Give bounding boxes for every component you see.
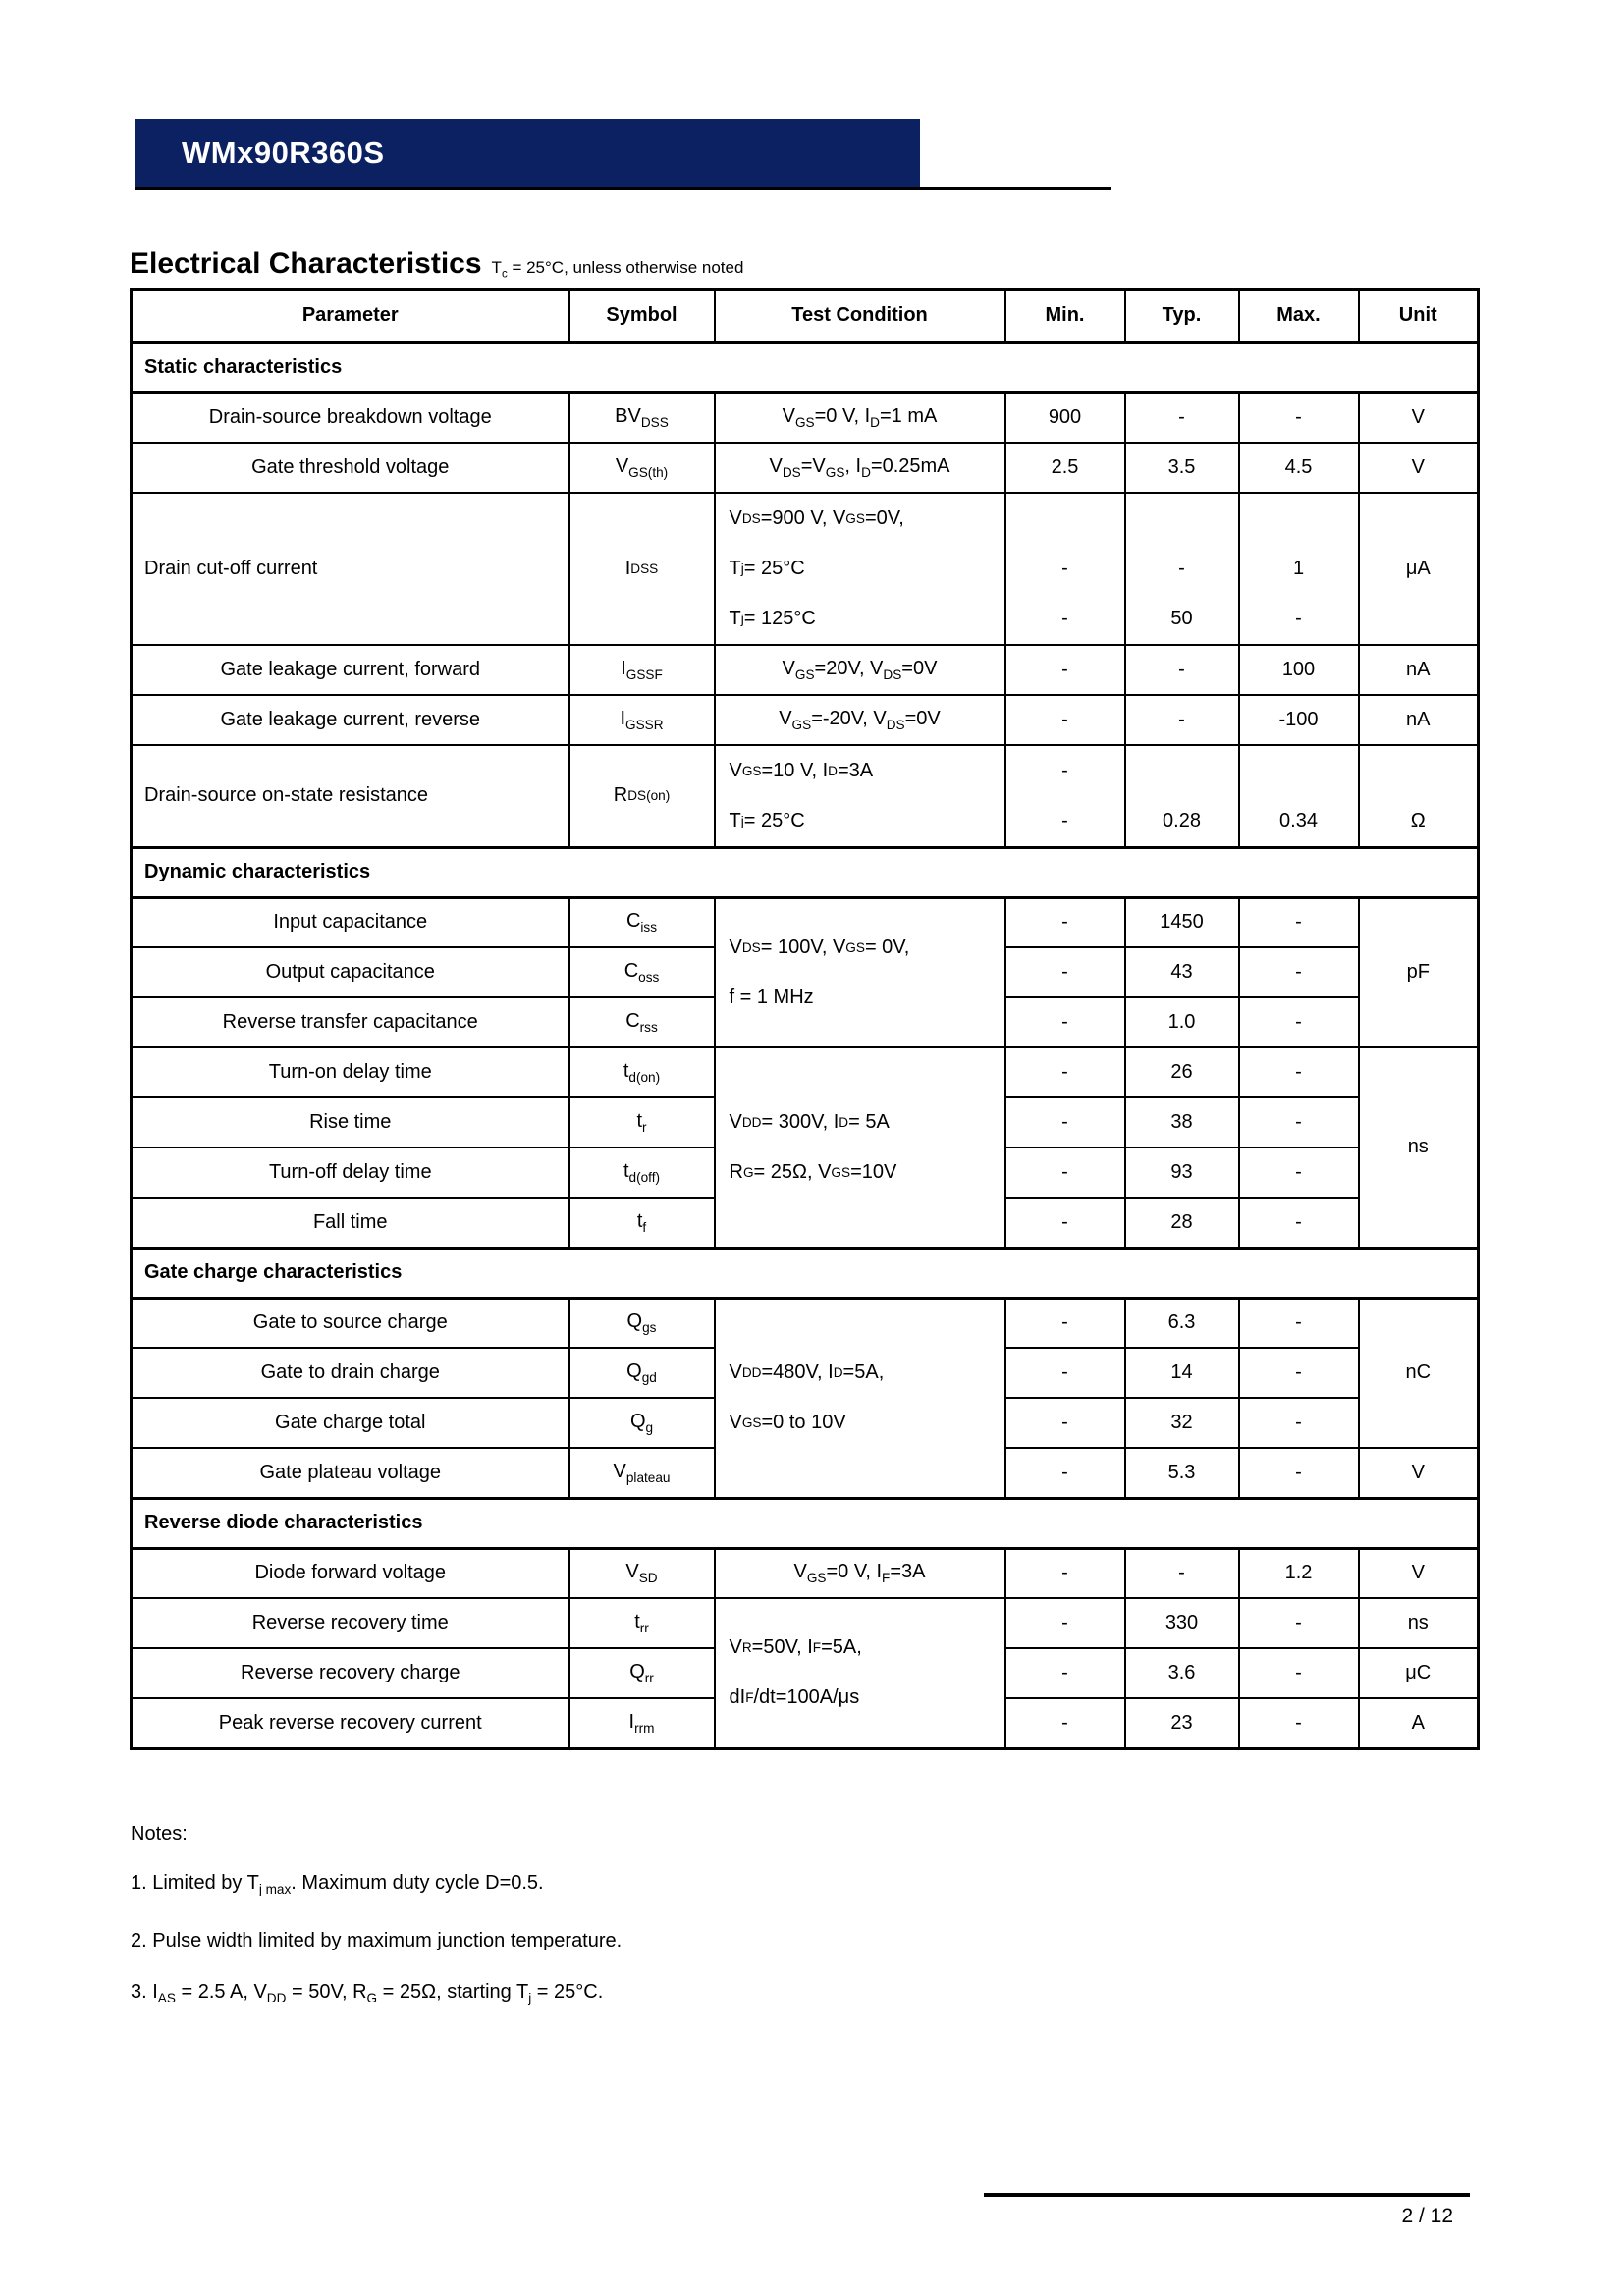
max-cell [1239, 493, 1359, 645]
typ-cell: 3.6 [1125, 1648, 1239, 1698]
typ-cell: 1.0 [1125, 997, 1239, 1047]
symbol-cell: $V_{plateau}$ [569, 1448, 715, 1498]
param-cell: Turn-on delay time [132, 1047, 569, 1097]
condition-cell-gate-charge [715, 1298, 1005, 1498]
symbol-cell: $BV_{DSS}$ [569, 393, 715, 443]
condition-cell [715, 745, 1005, 848]
max-value: 0.34 [1279, 809, 1318, 831]
product-banner [135, 119, 920, 187]
max-cell: - [1239, 897, 1359, 947]
typ-cell [1125, 493, 1239, 645]
symbol-cell: $t_{d(off)}$ [569, 1148, 715, 1198]
notes-block [131, 1822, 622, 2038]
typ-cell: - [1125, 645, 1239, 695]
electrical-characteristics-table [130, 288, 1480, 1750]
param-cell: Gate leakage current, forward [132, 645, 569, 695]
page-title: Electrical Characteristics [130, 247, 482, 280]
condition-line: R G = 25Ω, V GS =10V [729, 1160, 897, 1183]
typ-value: 0.28 [1163, 809, 1201, 831]
unit-cell [1359, 493, 1479, 645]
section-row-gate-charge [132, 1248, 1479, 1298]
max-cell: 100 [1239, 645, 1359, 695]
table-row [132, 897, 1479, 947]
typ-cell: 28 [1125, 1198, 1239, 1248]
max-cell: - [1239, 947, 1359, 997]
max-cell: - [1239, 1148, 1359, 1198]
footer-rule [984, 2193, 1470, 2197]
condition-cell-switching [715, 1047, 1005, 1248]
param-cell: Gate charge total [132, 1398, 569, 1448]
col-header-min: Min. [1005, 290, 1125, 343]
empty-line [1360, 746, 1478, 796]
max-cell: - [1239, 1097, 1359, 1148]
max-cell: -100 [1239, 695, 1359, 745]
unit-cell: V [1359, 1448, 1479, 1498]
min-cell: - [1005, 1598, 1125, 1648]
param-cell: Gate to drain charge [132, 1348, 569, 1398]
notes-title: Notes: [131, 1823, 188, 1844]
col-header-parameter: Parameter [132, 290, 569, 343]
condition-line: V DD =480V, I D =5A, [729, 1362, 885, 1383]
symbol-cell: $C_{rss}$ [569, 997, 715, 1047]
symbol-cell: $Q_{rr}$ [569, 1648, 715, 1698]
table-row [132, 1298, 1479, 1348]
max-cell: 1.2 [1239, 1548, 1359, 1598]
unit-cell-gate-charge: nC [1359, 1298, 1479, 1448]
col-header-test-condition: Test Condition [715, 290, 1005, 343]
symbol-label: R DS(on) [613, 784, 671, 806]
section-label: Gate charge characteristics [132, 1248, 1479, 1298]
typ-cell: 23 [1125, 1698, 1239, 1748]
unit-cell: ns [1359, 1598, 1479, 1648]
page-number: 2 / 12 [1401, 2205, 1453, 2227]
symbol-cell: $C_{oss}$ [569, 947, 715, 997]
min-cell: - [1005, 947, 1125, 997]
typ-cell: - [1125, 1548, 1239, 1598]
table-row [132, 695, 1479, 745]
min-cell: - [1005, 1398, 1125, 1448]
symbol-cell: $V_{SD}$ [569, 1548, 715, 1598]
symbol-cell: $t_{d(on)}$ [569, 1047, 715, 1097]
product-name: WMx90R360S [182, 134, 385, 170]
condition-cell: $V_{GS}=0$ V, $I_D=1$ mA [715, 393, 1005, 443]
symbol-label: I DSS [624, 557, 659, 579]
max-cell: - [1239, 1648, 1359, 1698]
typ-cell: 14 [1125, 1348, 1239, 1398]
min-cell: - [1005, 1047, 1125, 1097]
table-row [132, 1548, 1479, 1598]
typ-cell: 3.5 [1125, 443, 1239, 493]
param-cell: Gate leakage current, reverse [132, 695, 569, 745]
empty-line [1006, 494, 1124, 544]
param-cell: Output capacitance [132, 947, 569, 997]
section-row-reverse-diode [132, 1498, 1479, 1548]
typ-cell: - [1125, 393, 1239, 443]
min-cell: - [1005, 997, 1125, 1047]
section-row-dynamic [132, 847, 1479, 897]
symbol-cell [569, 745, 715, 848]
condition-line: V DS =900 V, V GS =0V, [729, 507, 904, 529]
unit-cell-capacitance: pF [1359, 897, 1479, 1047]
condition-line: T j = 25°C [729, 809, 805, 831]
typ-cell: 330 [1125, 1598, 1239, 1648]
symbol-cell: $I_{rrm}$ [569, 1698, 715, 1748]
max-cell: 4.5 [1239, 443, 1359, 493]
symbol-cell: $C_{iss}$ [569, 897, 715, 947]
max-cell [1239, 745, 1359, 848]
param-cell: Turn-off delay time [132, 1148, 569, 1198]
condition-line: V DD = 300V, I D = 5A [729, 1110, 890, 1133]
section-row-static [132, 343, 1479, 393]
banner-underline [135, 187, 1111, 190]
max-cell: - [1239, 1598, 1359, 1648]
col-header-symbol: Symbol [569, 290, 715, 343]
condition-line: T j = 25°C [729, 557, 805, 579]
min-cell: - [1005, 1097, 1125, 1148]
note-item: 1. Limited by $T_{j max}$. Maximum duty cycle D=0.5. [131, 1872, 544, 1896]
unit-cell: nA [1359, 695, 1479, 745]
typ-cell: 93 [1125, 1148, 1239, 1198]
empty-line [1240, 746, 1358, 796]
min-cell: - [1005, 1648, 1125, 1698]
max-cell: - [1239, 1398, 1359, 1448]
max-cell: - [1239, 1348, 1359, 1398]
typ-cell: 43 [1125, 947, 1239, 997]
unit-cell: μC [1359, 1648, 1479, 1698]
min-cell: 2.5 [1005, 443, 1125, 493]
condition-cell: $V_{GS}=-20V$, $V_{DS}=0V$ [715, 695, 1005, 745]
max-cell: - [1239, 1448, 1359, 1498]
unit-label: μA [1405, 557, 1431, 579]
min-cell: - [1005, 1298, 1125, 1348]
col-header-typ: Typ. [1125, 290, 1239, 343]
table-row [132, 393, 1479, 443]
unit-cell-switching: ns [1359, 1047, 1479, 1248]
max-cell: - [1239, 1047, 1359, 1097]
max-cell: - [1239, 1198, 1359, 1248]
min-cell [1005, 745, 1125, 848]
symbol-cell: $Q_{gd}$ [569, 1348, 715, 1398]
min-cell: - [1005, 1148, 1125, 1198]
symbol-cell: $t_{rr}$ [569, 1598, 715, 1648]
section-label: Reverse diode characteristics [132, 1498, 1479, 1548]
symbol-cell: $t_r$ [569, 1097, 715, 1148]
section-label: Dynamic characteristics [132, 847, 1479, 897]
condition-line: dI F /dt=100A/μs [729, 1686, 860, 1709]
param-cell: Gate to source charge [132, 1298, 569, 1348]
param-cell: Rise time [132, 1097, 569, 1148]
unit-cell: V [1359, 393, 1479, 443]
unit-cell: A [1359, 1698, 1479, 1748]
table-row [132, 1598, 1479, 1648]
table-header-row [132, 290, 1479, 343]
symbol-cell [569, 493, 715, 645]
typ-cell: 32 [1125, 1398, 1239, 1448]
empty-line [1126, 746, 1238, 796]
table-row-rdson [132, 745, 1479, 848]
param-cell: Gate plateau voltage [132, 1448, 569, 1498]
param-cell: Reverse transfer capacitance [132, 997, 569, 1047]
param-cell: Fall time [132, 1198, 569, 1248]
symbol-cell: $Q_{gs}$ [569, 1298, 715, 1348]
unit-cell: nA [1359, 645, 1479, 695]
empty-line [1240, 494, 1358, 544]
param-label: Drain cut-off current [144, 557, 318, 579]
section-title-block [130, 247, 743, 281]
min-value: - [1061, 809, 1068, 831]
condition-cell: $V_{DS}=V_{GS}$, $I_D=0.25mA$ [715, 443, 1005, 493]
typ-cell: 38 [1125, 1097, 1239, 1148]
typ-cell: 5.3 [1125, 1448, 1239, 1498]
max-value: - [1295, 607, 1302, 629]
typ-cell: 6.3 [1125, 1298, 1239, 1348]
symbol-cell: $V_{GS(th)}$ [569, 443, 715, 493]
table-row [132, 1047, 1479, 1097]
param-cell [132, 745, 569, 848]
typ-cell: 1450 [1125, 897, 1239, 947]
min-value: - [1061, 759, 1068, 781]
condition-line: V R =50V, I F =5A, [729, 1636, 862, 1659]
param-cell: Reverse recovery charge [132, 1648, 569, 1698]
condition-cell: $V_{GS}=0$ V, $I_F=3A$ [715, 1548, 1005, 1598]
condition-line: V GS =10 V, I D =3A [729, 759, 874, 781]
note-item: 2. Pulse width limited by maximum junction temperature. [131, 1930, 623, 1951]
typ-cell: - [1125, 695, 1239, 745]
min-cell: - [1005, 1198, 1125, 1248]
max-cell: - [1239, 393, 1359, 443]
typ-cell [1125, 745, 1239, 848]
param-cell: Peak reverse recovery current [132, 1698, 569, 1748]
symbol-cell: $I_{GSSF}$ [569, 645, 715, 695]
param-cell: Input capacitance [132, 897, 569, 947]
min-cell: - [1005, 1548, 1125, 1598]
max-cell: - [1239, 1298, 1359, 1348]
max-value: 1 [1292, 557, 1305, 579]
min-cell: 900 [1005, 393, 1125, 443]
typ-value: - [1178, 557, 1185, 579]
param-cell: Gate threshold voltage [132, 443, 569, 493]
condition-line: V DS = 100V, V GS = 0V, [729, 935, 910, 958]
col-header-max: Max. [1239, 290, 1359, 343]
unit-cell: V [1359, 443, 1479, 493]
unit-label: Ω [1410, 809, 1426, 831]
condition-line: T j = 125°C [729, 607, 816, 629]
min-cell: - [1005, 1698, 1125, 1748]
max-cell: - [1239, 997, 1359, 1047]
table-row [132, 645, 1479, 695]
section-label: Static characteristics [132, 343, 1479, 393]
note-item: 3. $I_{AS} = 2.5$ A, $V_{DD} = 50V$, $R_G = 25\Omega$, starting $T_j = 25^\circ C$. [131, 1981, 604, 2005]
symbol-cell: $I_{GSSR}$ [569, 695, 715, 745]
min-value: - [1061, 607, 1068, 629]
param-label: Drain-source on-state resistance [144, 784, 429, 806]
min-cell: - [1005, 1348, 1125, 1398]
min-cell [1005, 493, 1125, 645]
condition-cell [715, 493, 1005, 645]
param-cell: Diode forward voltage [132, 1548, 569, 1598]
unit-cell [1359, 745, 1479, 848]
condition-line: V GS =0 to 10V [729, 1412, 846, 1433]
condition-cell-capacitance [715, 897, 1005, 1047]
param-cell: Drain-source breakdown voltage [132, 393, 569, 443]
col-header-unit: Unit [1359, 290, 1479, 343]
empty-line [1126, 494, 1238, 544]
param-cell [132, 493, 569, 645]
symbol-cell: $t_f$ [569, 1198, 715, 1248]
param-cell: Reverse recovery time [132, 1598, 569, 1648]
min-cell: - [1005, 645, 1125, 695]
condition-cell-reverse-recovery [715, 1598, 1005, 1748]
min-cell: - [1005, 695, 1125, 745]
min-cell: - [1005, 897, 1125, 947]
table-row [132, 443, 1479, 493]
symbol-cell: $Q_g$ [569, 1398, 715, 1448]
condition-line: f = 1 MHz [729, 986, 814, 1008]
min-value: - [1061, 557, 1068, 579]
typ-cell: 26 [1125, 1047, 1239, 1097]
page-title-condition: $T_c = 25^\circ C$, unless otherwise noted [491, 258, 744, 281]
typ-value: 50 [1170, 607, 1193, 629]
table-row-idss [132, 493, 1479, 645]
max-cell: - [1239, 1698, 1359, 1748]
condition-cell: $V_{GS}=20V$, $V_{DS}=0V$ [715, 645, 1005, 695]
min-cell: - [1005, 1448, 1125, 1498]
unit-cell: V [1359, 1548, 1479, 1598]
